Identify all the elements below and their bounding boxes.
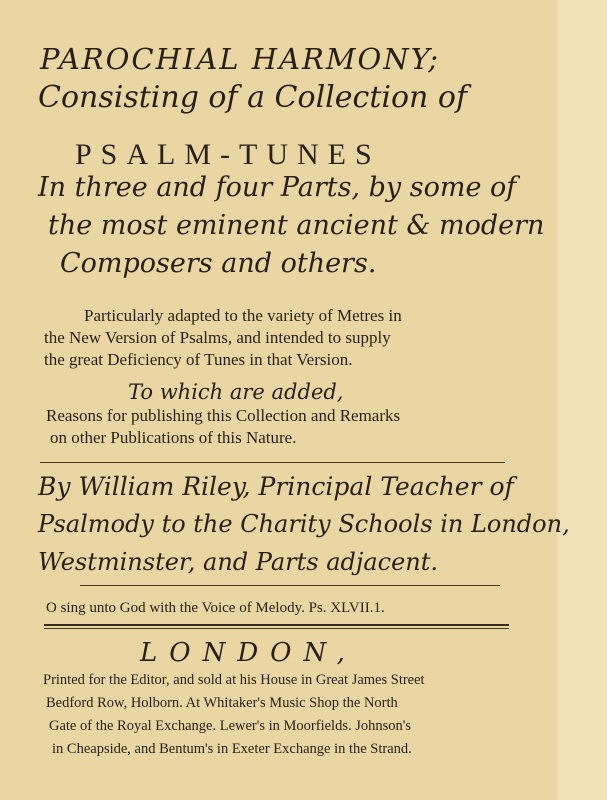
divider xyxy=(80,585,500,586)
double-rule xyxy=(44,628,509,629)
title-line-6: Composers and others. xyxy=(60,248,377,279)
title-line-2: Consisting of a Collection of xyxy=(38,80,468,115)
description-line: Particularly adapted to the variety of Metres in xyxy=(84,306,402,325)
added-line: Reasons for publishing this Collection and Remarks xyxy=(46,406,401,425)
epigraph: O sing unto God with the Voice of Melody. Ps. XLVII.1. xyxy=(46,600,385,616)
imprint-line: Bedford Row, Holborn. At Whitaker's Music Shop the North xyxy=(46,695,398,711)
author-line: Westminster, and Parts adjacent. xyxy=(38,548,439,576)
description-line: the New Version of Psalms, and intended to supply xyxy=(44,328,391,347)
title-line-4: In three and four Parts, by some of xyxy=(38,172,517,203)
divider xyxy=(40,462,505,463)
imprint-line: in Cheapside, and Bentum's in Exeter Exchange in the Strand. xyxy=(52,741,412,757)
imprint-city: LONDON, xyxy=(140,638,357,668)
description-line: the great Deficiency of Tunes in that Version. xyxy=(44,350,353,369)
page-edge xyxy=(557,0,607,800)
author-line: Psalmody to the Charity Schools in London, xyxy=(38,510,570,538)
imprint-line: Printed for the Editor, and sold at his House in Great James Street xyxy=(43,672,425,688)
author-line: By William Riley, Principal Teacher of xyxy=(38,472,514,501)
imprint-line: Gate of the Royal Exchange. Lewer's in Moorfields. Johnson's xyxy=(49,718,412,734)
title-line-3: PSALM-TUNES xyxy=(75,138,381,171)
double-rule xyxy=(44,624,509,626)
title-line-1: PAROCHIAL HARMONY; xyxy=(40,42,441,76)
title-line-5: the most eminent ancient & modern xyxy=(48,210,545,241)
added-line: on other Publications of this Nature. xyxy=(50,428,297,447)
added-heading: To which are added, xyxy=(128,380,344,404)
